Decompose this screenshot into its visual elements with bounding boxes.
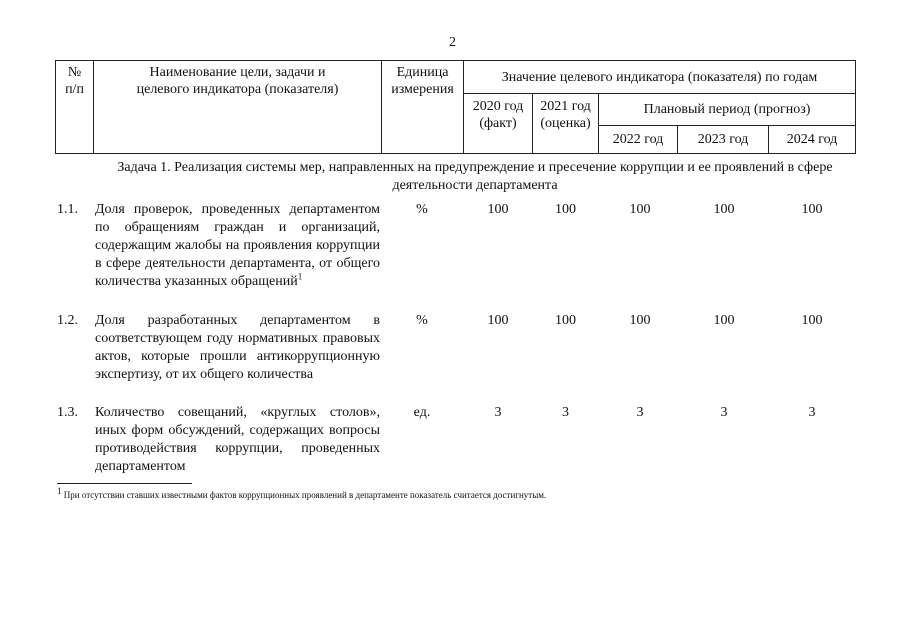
row-number: 1.1. (57, 202, 78, 217)
page-number: 2 (449, 35, 456, 50)
row-indicator-name: Количество совещаний, «круглых столов», иных форм обсуждений, содержащих вопросы противодействия коррупции, проведенных департаментом (95, 405, 380, 474)
row-value-2022: 100 (629, 202, 651, 217)
row-value-2021: 100 (555, 202, 576, 217)
row-unit: ед. (413, 405, 431, 420)
header-2022: 2022 год (612, 132, 664, 147)
row-unit: % (416, 202, 428, 217)
row-number: 1.2. (57, 313, 78, 328)
footnote (57, 486, 857, 501)
row-unit: % (416, 313, 428, 328)
footnote-separator (57, 483, 192, 484)
row-value-2020: 100 (487, 202, 509, 217)
header-2023: 2023 год (697, 132, 749, 147)
row-value-2022: 100 (629, 313, 651, 328)
row-value-2023: 3 (720, 405, 728, 420)
row-value-2021: 3 (562, 405, 569, 420)
header-num: № п/п (65, 65, 84, 97)
task-title: Задача 1. Реализация системы мер, направленных на предупреждение и пресечение коррупции и ее проявлений в сфере деятельности департамента (117, 160, 833, 193)
row-indicator-name: Доля разработанных департаментом в соответствующем году нормативных правовых актов, которые прошли антикоррупционную экспертизу, от их общего количества (95, 313, 380, 382)
row-value-2020: 3 (494, 405, 502, 420)
row-value-2023: 100 (713, 202, 735, 217)
row-value-2022: 3 (636, 405, 644, 420)
row-value-2021: 100 (555, 313, 576, 328)
header-plan: Плановый период (прогноз) (643, 102, 811, 117)
row-indicator-name (95, 201, 380, 291)
row-value-2023: 100 (713, 313, 735, 328)
footnote-text: При отсутствии ставших известными фактов коррупционных проявлений в департаменте показатель считается достигнутым. (61, 490, 547, 500)
header-2024: 2024 год (786, 132, 838, 147)
row-indicator-text: Доля проверок, проведенных департаментом по обращениям граждан и организаций, содержащим жалобы на проявления коррупции в сфере деятельности департамента, от общего количества указанных обращений (95, 202, 380, 289)
footnote-ref: 1 (297, 271, 303, 282)
row-number: 1.3. (57, 405, 78, 420)
header-unit: Единица измерения (391, 65, 454, 97)
header-2020: 2020 год (факт) (472, 99, 524, 131)
row-value-2024: 100 (801, 202, 823, 217)
row-value-2024: 100 (801, 313, 823, 328)
footnote-mark: 1 (57, 486, 62, 496)
row-value-2020: 100 (487, 313, 509, 328)
header-2021: 2021 год (оценка) (540, 99, 591, 131)
header-name: Наименование цели, задачи и целевого индикатора (показателя) (136, 65, 339, 97)
header-values: Значение целевого индикатора (показателя) по годам (501, 69, 818, 85)
row-value-2024: 3 (808, 405, 816, 420)
